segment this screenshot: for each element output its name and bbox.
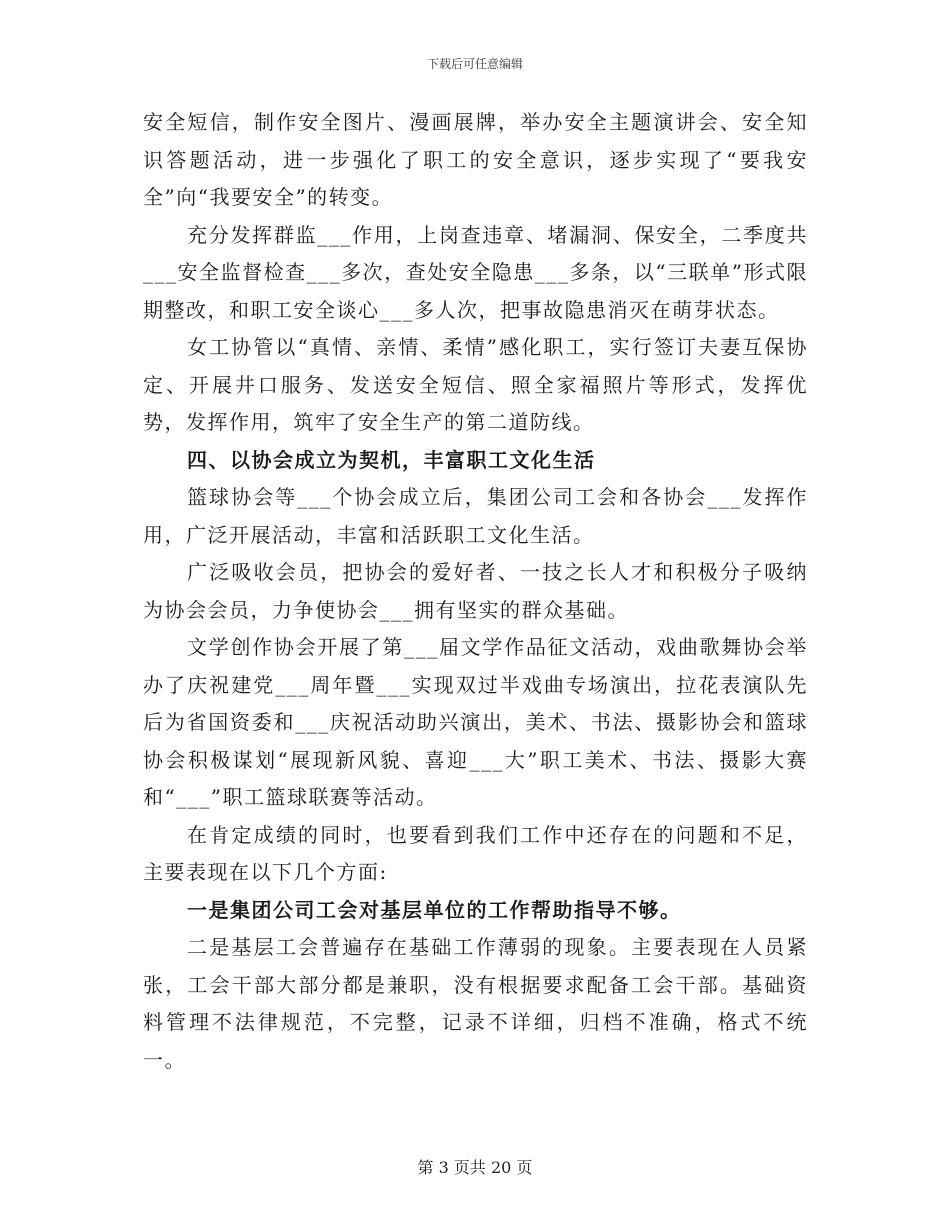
paragraph-6: 广泛吸收会员，把协会的爱好者、一技之长人才和积极分子吸纳为协会会员，力争使协会___拥有坚实的群众基础。	[143, 560, 808, 622]
page-header: 下载后可任意编辑	[426, 57, 523, 71]
page-footer: 第 3 页共 20 页	[417, 1158, 533, 1177]
paragraph-1: 安全短信，制作安全图片、漫画展牌，举办安全主题演讲会、安全知识答题活动，进一步强化了职工的安全意识，逐步实现了“要我安全”向“我要安全”的转变。	[143, 110, 808, 209]
document-body	[143, 104, 808, 1079]
paragraph-7: 文学创作协会开展了第___届文学作品征文活动，戏曲歌舞协会举办了庆祝建党___周年暨___实现双过半戏曲专场演出，拉花表演队先后为省国资委和___庆祝活动助兴演出，美术、书法、摄影协会和篮球协会积极谋划“展现新风貌、喜迎___大”职工美术、书法、摄影大赛和“___”职工篮球联赛等活动。	[143, 635, 808, 809]
paragraph-8: 在肯定成绩的同时，也要看到我们工作中还存在的问题和不足，主要表现在以下几个方面:	[143, 822, 808, 884]
problem-heading: 一是集团公司工会对基层单位的工作帮助指导不够。	[187, 897, 682, 922]
section-heading: 四、以协会成立为契机，丰富职工文化生活	[187, 447, 596, 472]
paragraph-5: 篮球协会等___个协会成立后，集团公司工会和各协会___发挥作用，广泛开展活动，丰富和活跃职工文化生活。	[143, 485, 808, 547]
paragraph-10: 二是基层工会普遍存在基础工作薄弱的现象。主要表现在人员紧张，工会干部大部分都是兼职，没有根据要求配备工会干部。基础资料管理不法律规范，不完整，记录不详细，归档不准确，格式不统一。	[143, 935, 808, 1072]
paragraph-2: 充分发挥群监___作用，上岗查违章、堵漏洞、保安全，二季度共___安全监督检查___多次，查处安全隐患___多条，以“三联单”形式限期整改，和职工安全谈心___多人次，把事故隐患消灭在萌芽状态。	[143, 222, 808, 322]
paragraph-3: 女工协管以“真情、亲情、柔情”感化职工，实行签订夫妻互保协定、开展井口服务、发送安全短信、照全家福照片等形式，发挥优势，发挥作用，筑牢了安全生产的第二道防线。	[143, 335, 808, 434]
